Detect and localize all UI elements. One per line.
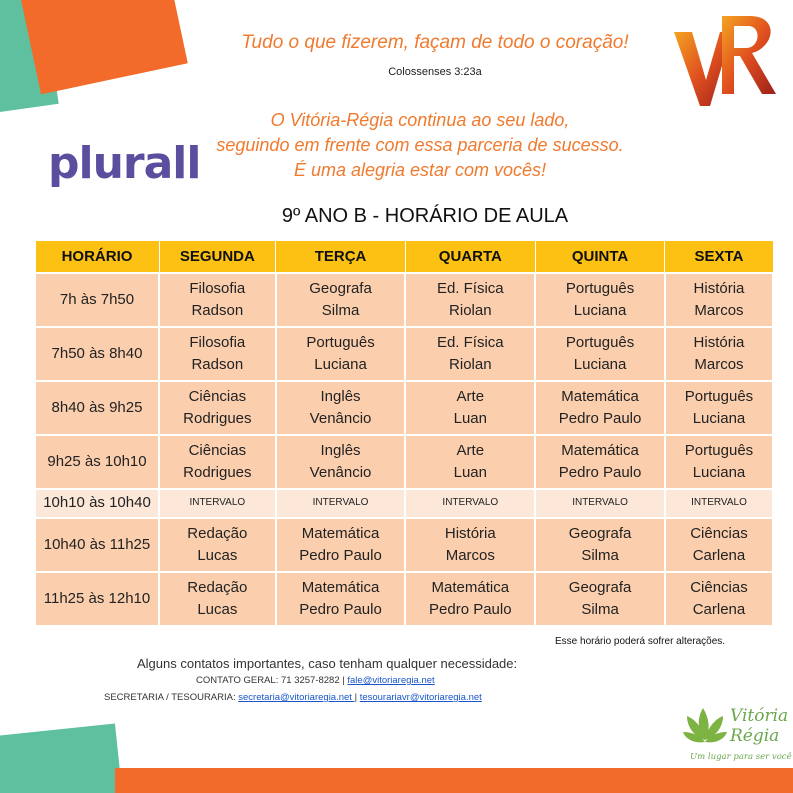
header-cell: HORÁRIO (35, 241, 159, 273)
teacher-label: Luciana (692, 409, 746, 427)
subject-label: Matemática (301, 578, 380, 596)
class-cell (535, 518, 665, 572)
decorative-orange-shape-top (18, 0, 188, 94)
subject-label: Matemática (301, 524, 380, 542)
header-cell: SEXTA (665, 241, 773, 273)
teacher-label: Lucas (197, 600, 238, 618)
class-cell (159, 435, 276, 489)
email-separator: | (354, 692, 360, 703)
class-cell (405, 327, 535, 381)
school-name-line: Régia (730, 726, 780, 746)
subject-label: Matemática (561, 441, 639, 459)
teacher-label: Silma (581, 546, 619, 564)
class-cell (405, 435, 535, 489)
message-line: É uma alegria estar com vocês! (293, 160, 547, 180)
break-cell (405, 489, 535, 518)
break-row (35, 489, 773, 518)
teacher-label: Pedro Paulo (558, 463, 642, 481)
table-row (35, 572, 773, 626)
school-name-line: Vitória (730, 706, 789, 726)
time-slot-cell: 10h10 às 10h40 (35, 489, 159, 518)
decorative-orange-band-bottom (115, 768, 793, 793)
header-cell: QUARTA (405, 241, 535, 273)
break-cell (159, 489, 276, 518)
subject-label: Ciências (690, 578, 748, 596)
bible-verse: Tudo o que fizerem, façam de todo o coração! (241, 32, 629, 53)
teacher-label: Riolan (449, 301, 492, 319)
subject-label: Português (684, 387, 754, 405)
teacher-label: Lucas (197, 546, 238, 564)
general-contact-label: CONTATO GERAL: 71 3257-8282 | (196, 675, 348, 686)
general-email-link[interactable]: fale@vitoriaregia.net (347, 675, 435, 686)
subject-label: Matemática (561, 387, 639, 405)
class-cell (665, 327, 773, 381)
class-cell (535, 435, 665, 489)
teacher-label: Marcos (694, 301, 744, 319)
plurall-logo: plurall (48, 138, 201, 189)
subject-label: Português (306, 333, 375, 351)
secretary-contact-label: SECRETARIA / TESOURARIA: (104, 692, 239, 703)
teacher-label: Venâncio (309, 463, 372, 481)
class-cell (535, 273, 665, 327)
subject-label: Geografa (568, 524, 632, 542)
class-cell (665, 518, 773, 572)
message-line: O Vitória-Régia continua ao seu lado, (270, 110, 570, 130)
teacher-label: Rodrigues (183, 409, 252, 427)
time-slot-cell: 8h40 às 9h25 (35, 381, 159, 435)
teacher-label: Pedro Paulo (429, 600, 512, 618)
schedule-title: 9º ANO B - HORÁRIO DE AULA (281, 205, 569, 227)
teacher-label: Radson (191, 355, 244, 373)
teacher-label: Luciana (692, 463, 746, 481)
break-label: INTERVALO (312, 497, 369, 508)
class-cell (276, 273, 406, 327)
header-cell: TERÇA (276, 241, 406, 273)
teacher-label: Silma (321, 301, 360, 319)
subject-label: Português (565, 279, 635, 297)
teacher-label: Marcos (694, 355, 744, 373)
bible-verse-reference: Colossenses 3:23a (388, 66, 482, 78)
header-cell: QUINTA (535, 241, 665, 273)
treasury-email-link[interactable]: tesourariavr@vitoriaregia.net (359, 692, 482, 703)
break-cell (535, 489, 665, 518)
class-cell (159, 381, 276, 435)
header-cell: SEGUNDA (159, 241, 276, 273)
teacher-label: Pedro Paulo (299, 546, 382, 564)
subject-label: Redação (187, 524, 248, 542)
class-schedule-table (34, 240, 774, 627)
break-label: INTERVALO (442, 497, 499, 508)
subject-label: Arte (456, 387, 485, 405)
decorative-teal-shape-bottom (0, 723, 124, 793)
subject-label: Matemática (431, 578, 510, 596)
break-cell (665, 489, 773, 518)
time-slot-cell: 10h40 às 11h25 (35, 518, 159, 572)
teacher-label: Marcos (445, 546, 495, 564)
class-cell (276, 327, 406, 381)
subject-label: Redação (187, 578, 248, 596)
class-cell (665, 572, 773, 626)
subject-label: História (693, 279, 745, 297)
subject-label: História (693, 333, 745, 351)
subject-label: Ed. Física (436, 279, 504, 297)
subject-label: Filosofia (189, 279, 246, 297)
teacher-label: Carlena (692, 600, 746, 618)
table-row (35, 381, 773, 435)
partnership-message (170, 108, 670, 183)
subject-label: Geografa (568, 578, 632, 596)
teacher-label: Venâncio (309, 409, 372, 427)
break-cell (276, 489, 406, 518)
subject-label: História (444, 524, 496, 542)
teacher-label: Luciana (314, 355, 367, 373)
class-cell (405, 273, 535, 327)
teacher-label: Luciana (573, 355, 627, 373)
subject-label: Ciências (188, 441, 247, 459)
class-cell (159, 273, 276, 327)
break-label: INTERVALO (189, 497, 246, 508)
teacher-label: Riolan (449, 355, 492, 373)
teacher-label: Pedro Paulo (558, 409, 642, 427)
class-cell (665, 435, 773, 489)
table-header-row (35, 241, 773, 273)
subject-label: Ciências (690, 524, 748, 542)
class-cell (276, 572, 406, 626)
time-slot-cell: 7h50 às 8h40 (35, 327, 159, 381)
class-cell (405, 518, 535, 572)
class-cell (276, 381, 406, 435)
secretary-contact-line (104, 692, 482, 703)
class-cell (535, 381, 665, 435)
general-contact-line (196, 675, 435, 686)
teacher-label: Silma (581, 600, 619, 618)
subject-label: Português (565, 333, 635, 351)
subject-label: Inglês (320, 441, 361, 459)
teacher-label: Luciana (573, 301, 627, 319)
table-row (35, 518, 773, 572)
subject-label: Português (684, 441, 754, 459)
class-cell (665, 273, 773, 327)
subject-label: Inglês (320, 387, 361, 405)
class-cell (276, 435, 406, 489)
secretary-email-link[interactable]: secretaria@vitoriaregia.net (238, 692, 355, 703)
class-cell (535, 572, 665, 626)
schedule-disclaimer: Esse horário poderá sofrer alterações. (555, 636, 726, 647)
break-label: INTERVALO (572, 497, 628, 508)
teacher-label: Luan (453, 463, 487, 481)
teacher-label: Pedro Paulo (299, 600, 382, 618)
class-cell (276, 518, 406, 572)
message-line: seguindo em frente com essa parceria de sucesso. (216, 135, 624, 155)
class-cell (535, 327, 665, 381)
class-cell (665, 381, 773, 435)
time-slot-cell: 7h às 7h50 (35, 273, 159, 327)
teacher-label: Radson (191, 301, 244, 319)
vitoria-regia-monogram-logo (672, 10, 782, 110)
subject-label: Ciências (188, 387, 247, 405)
class-cell (159, 572, 276, 626)
class-cell (405, 572, 535, 626)
table-row (35, 273, 773, 327)
time-slot-cell: 11h25 às 12h10 (35, 572, 159, 626)
time-slot-cell: 9h25 às 10h10 (35, 435, 159, 489)
school-name-logo (730, 706, 788, 746)
teacher-label: Luan (453, 409, 487, 427)
contacts-heading: Alguns contatos importantes, caso tenham qualquer necessidade: (137, 656, 518, 671)
teacher-label: Carlena (692, 546, 746, 564)
class-cell (159, 327, 276, 381)
subject-label: Geografa (309, 279, 372, 297)
subject-label: Arte (456, 441, 485, 459)
teacher-label: Rodrigues (183, 463, 252, 481)
subject-label: Ed. Física (436, 333, 504, 351)
class-cell (405, 381, 535, 435)
table-row (35, 327, 773, 381)
school-tagline: Um lugar para ser você (690, 752, 792, 762)
subject-label: Filosofia (189, 333, 246, 351)
break-label: INTERVALO (691, 497, 747, 508)
class-cell (159, 518, 276, 572)
table-row (35, 435, 773, 489)
